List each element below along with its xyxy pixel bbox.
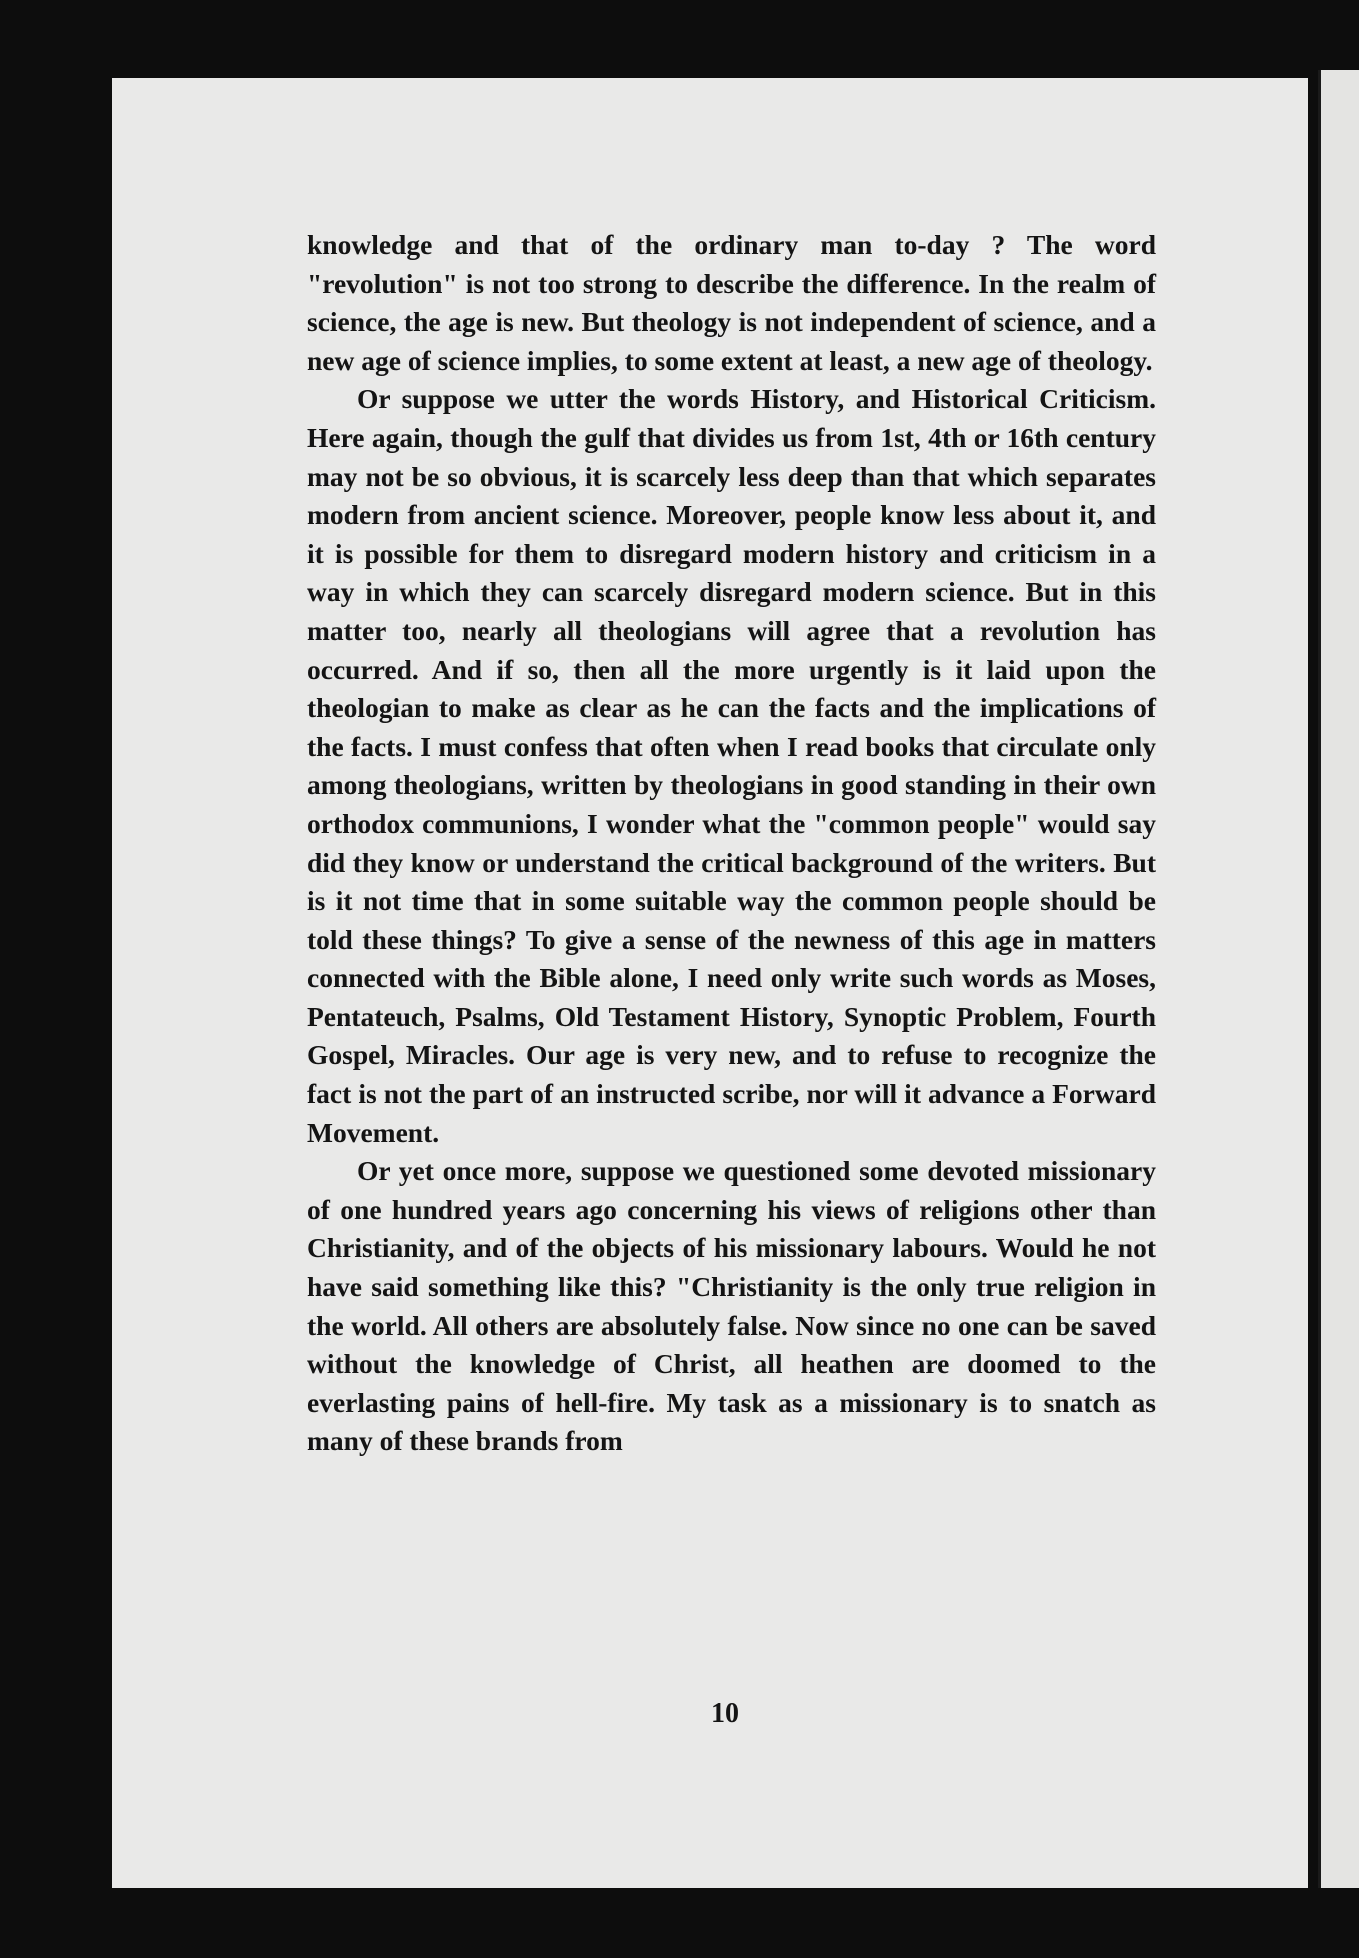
paragraph: Or yet once more, suppose we questioned some devoted missionary of one hundred years ago concerning his views of religions other than Christianity, and of the objects of his missionary labours. Would he not have said something like this? "Christianity is the only true religion in the world. All others are absolutely false. Now since no one can be saved without the knowledge of Christ, all heathen are doomed to the everlasting pains of hell-fire. My task as a missionary is to snatch as many of these brands from [307, 1155, 1156, 1457]
page-number: 10 [711, 1698, 739, 1729]
adjacent-page-edge [1318, 70, 1359, 1888]
body-text [307, 226, 1156, 1461]
paragraph: knowledge and that of the ordinary man to-day ? The word "revolution" is not too strong to describe the difference. In the realm of science, the age is new. But theology is not independent of science, and a new age of science implies, to some extent at least, a new age of theology. [307, 229, 1156, 376]
paragraph: Or suppose we utter the words History, and Historical Criticism. Here again, though the gulf that divides us from 1st, 4th or 16th century may not be so obvious, it is scarcely less deep than that which separates modern from ancient science. Moreover, people know less about it, and it is possible for them to disregard modern history and criticism in a way in which they can scarcely disregard modern science. But in this matter too, nearly all theologians will agree that a revolution has occurred. And if so, then all the more urgently is it laid upon the theologian to make as clear as he can the facts and the implications of the facts. I must confess that often when I read books that circulate only among theologians, written by theologians in good standing in their own orthodox communions, I wonder what the "common people" would say did they know or understand the critical background of the writers. But is it not time that in some suitable way the common people should be told these things? To give a sense of the newness of this age in matters connected with the Bible alone, I need only write such words as Moses, Pentateuch, Psalms, Old Testament History, Synoptic Problem, Fourth Gospel, Miracles. Our age is very new, and to refuse to recognize the fact is not the part of an instructed scribe, nor will it advance a Forward Movement. [307, 383, 1156, 1148]
